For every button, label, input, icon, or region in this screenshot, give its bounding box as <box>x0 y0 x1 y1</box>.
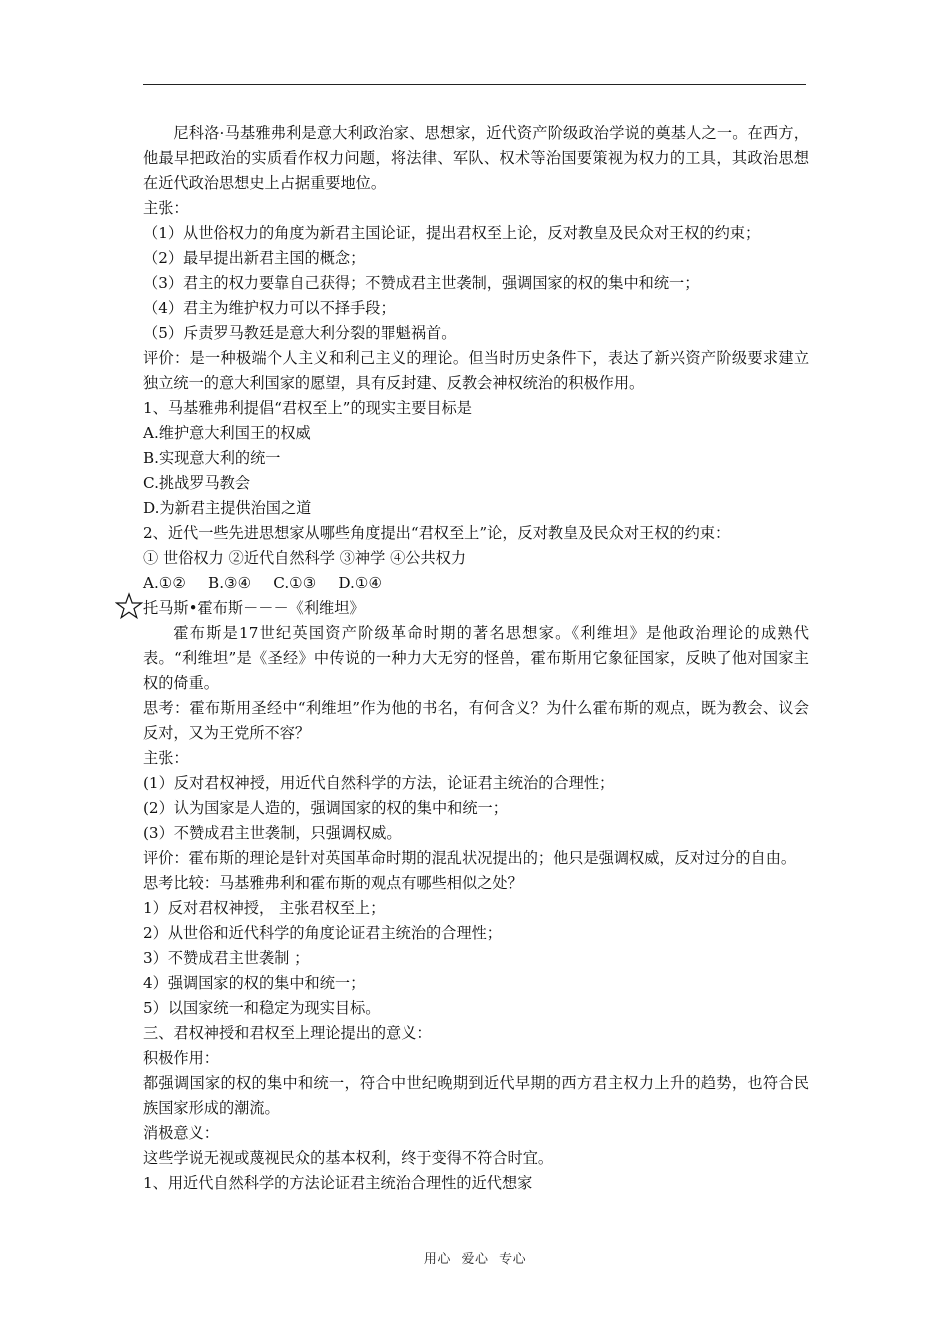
claim-item: （1）从世俗权力的角度为新君主国论证，提出君权至上论，反对教皇及民众对王权的约束； <box>143 224 761 242</box>
question-2-option: D.①④ <box>338 574 383 592</box>
hobbes-claim-item: (2）认为国家是人造的，强调国家的权的集中和统一； <box>143 799 508 817</box>
compare-item: 5）以国家统一和稳定为现实目标。 <box>143 999 381 1017</box>
question-2-option: B.③④ <box>208 574 252 592</box>
last-question-line: 1、用近代自然科学的方法论证君主统治合理性的近代想家 <box>143 1174 533 1192</box>
question-2-option: A.①② <box>143 574 187 592</box>
compare-item: 3）不赞成君主世袭制 ； <box>143 949 310 967</box>
hobbes-claim-item: (1）反对君权神授，用近代自然科学的方法，论证君主统治的合理性； <box>143 774 615 792</box>
negative-paragraph: 这些学说无视或蔑视民众的基本权利，终于变得不符合时宜。 <box>143 1149 554 1167</box>
star-outline-icon <box>115 592 143 620</box>
question-2-option: C.①③ <box>273 574 317 592</box>
section-3-heading: 三、君权神授和君权至上理论提出的意义： <box>143 1024 432 1042</box>
claim-item: （4）君主为维护权力可以不择手段； <box>143 299 396 317</box>
hobbes-evaluation-paragraph: 评价：霍布斯的理论是针对英国革命时期的混乱状况提出的；他只是强调权威，反对过分的自由。 <box>143 849 797 867</box>
question-1-option: A.维护意大利国王的权威 <box>143 424 311 442</box>
intro-paragraph: 尼科洛·马基雅弗利是意大利政治家、思想家，近代资产阶级政治学说的奠基人之一。在西方，他最早把政治的实质看作权力问题，将法律、军队、权术等治国要策视为权力的工具，其政治思想在近代政治思想史上占据重要地位。 <box>143 124 809 192</box>
footer-word: 爱心 <box>461 1252 489 1267</box>
claim-item: （2）最早提出新君主国的概念； <box>143 249 366 267</box>
hobbes-heading-row <box>143 596 809 621</box>
positive-paragraph: 都强调国家的权的集中和统一，符合中世纪晚期到近代早期的西方君主权力上升的趋势，也符合民族国家形成的潮流。 <box>143 1074 809 1117</box>
evaluation-paragraph: 评价：是一种极端个人主义和利己主义的理论。但当时历史条件下，表达了新兴资产阶级要求建立独立统一的意大利国家的愿望，具有反封建、反教会神权统治的积极作用。 <box>143 349 809 392</box>
question-2-items: ① 世俗权力 ②近代自然科学 ③神学 ④公共权力 <box>143 549 467 567</box>
claims-label: 主张： <box>143 199 189 217</box>
question-2-options <box>143 571 809 596</box>
hobbes-claims-label: 主张： <box>143 749 189 767</box>
compare-item: 4）强调国家的权的集中和统一； <box>143 974 366 992</box>
question-1-option: C.挑战罗马教会 <box>143 474 251 492</box>
negative-label: 消极意义： <box>143 1124 219 1142</box>
question-1-option: B.实现意大利的统一 <box>143 449 281 467</box>
document-body <box>143 121 809 1196</box>
question-1-option: D.为新君主提供治国之道 <box>143 499 312 517</box>
claim-item: （3）君主的权力要靠自己获得；不赞成君主世袭制，强调国家的权的集中和统一； <box>143 274 700 292</box>
question-1-stem: 1、马基雅弗利提倡“君权至上”的现实主要目标是 <box>143 399 472 417</box>
header-rule <box>143 84 806 85</box>
compare-item: 1）反对君权神授， 主张君权至上； <box>143 899 386 917</box>
question-2-stem: 2、近代一些先进思想家从哪些角度提出“君权至上”论，反对教皇及民众对王权的约束： <box>143 524 731 542</box>
claim-item: （5）斥责罗马教廷是意大利分裂的罪魁祸首。 <box>143 324 457 342</box>
hobbes-claim-item: (3）不赞成君主世袭制，只强调权威。 <box>143 824 402 842</box>
hobbes-title: 托马斯•霍布斯－－－《利维坦》 <box>143 599 365 617</box>
footer-word: 专心 <box>499 1252 527 1267</box>
footer-word: 用心 <box>423 1252 451 1267</box>
page-footer <box>0 1248 950 1267</box>
compare-label: 思考比较：马基雅弗利和霍布斯的观点有哪些相似之处？ <box>143 874 523 892</box>
think-paragraph: 思考：霍布斯用圣经中“利维坦”作为他的书名，有何含义？为什么霍布斯的观点，既为教会、议会反对，又为王党所不容？ <box>143 699 809 742</box>
compare-item: 2）从世俗和近代科学的角度论证君主统治的合理性； <box>143 924 502 942</box>
hobbes-intro-paragraph: 霍布斯是17世纪英国资产阶级革命时期的著名思想家。《利维坦》是他政治理论的成熟代表。“利维坦”是《圣经》中传说的一种力大无穷的怪兽，霍布斯用它象征国家，反映了他对国家主权的倚重。 <box>143 624 809 692</box>
positive-label: 积极作用： <box>143 1049 219 1067</box>
